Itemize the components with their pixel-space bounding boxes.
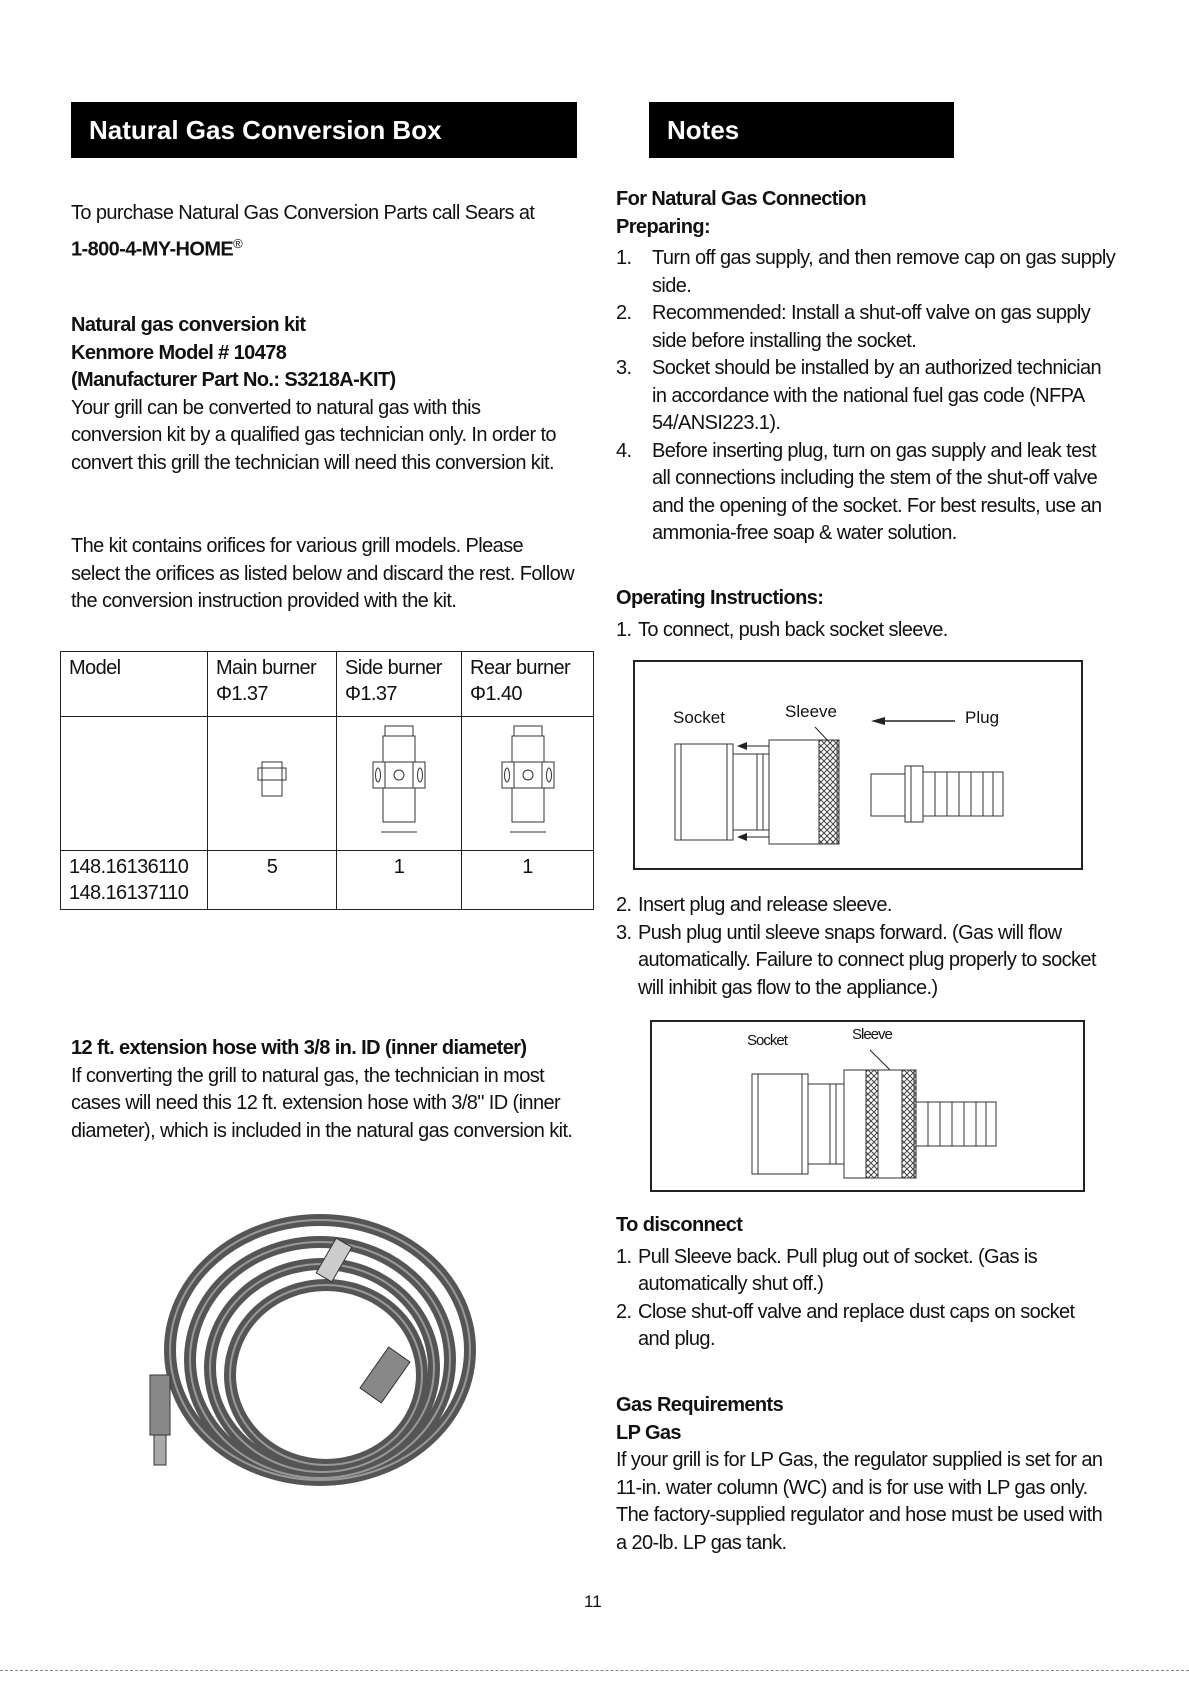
step-text: Recommended: Install a shut-off valve on gas supply side before installing the socket. bbox=[652, 302, 1091, 352]
header-model-label: Model bbox=[69, 657, 121, 679]
main-orifice-icon bbox=[252, 760, 292, 820]
connection-section bbox=[616, 186, 1116, 548]
connection-heading: For Natural Gas Connection bbox=[616, 188, 866, 210]
sleeve-label: Sleeve bbox=[785, 702, 837, 721]
table-header-row bbox=[61, 652, 594, 717]
side-burner-label: Side burner bbox=[345, 657, 442, 679]
step-text: Socket should be installed by an authorized technician in accordance with the national fuel gas code (NFPA 54/ANSI223.1). bbox=[652, 357, 1102, 434]
list-item bbox=[616, 438, 1116, 548]
kit-heading-1: Natural gas conversion kit bbox=[71, 314, 306, 336]
list-item bbox=[616, 1244, 1106, 1299]
kit-heading-3: (Manufacturer Part No.: S3218A-KIT) bbox=[71, 369, 396, 391]
main-qty: 5 bbox=[266, 856, 278, 878]
operating-section bbox=[616, 585, 1096, 644]
side-burner-size: Φ1.37 bbox=[345, 683, 397, 705]
orifice-description: The kit contains orifices for various grill models. Please select the orifices as listed below and discard the rest. Follow the conversion instruction provided with the kit. bbox=[71, 535, 574, 612]
step-text: Before inserting plug, turn on gas supply and leak test all connections including the stem of the shut-off valve and the opening of the socket. For best results, use an ammonia-free soap & water solution. bbox=[652, 439, 1102, 544]
table-row bbox=[61, 851, 594, 910]
rear-qty: 1 bbox=[522, 856, 533, 878]
preparing-steps bbox=[616, 245, 1116, 548]
list-item bbox=[616, 355, 1116, 438]
list-item bbox=[616, 1299, 1106, 1354]
header-main-burner bbox=[208, 652, 337, 717]
lp-gas-description: If your grill is for LP Gas, the regulator supplied is set for an 11-in. water column (WC) and is for use with LP gas only. The factory-supplied regulator and hose must be used with a 20-lb. LP gas tank. bbox=[616, 1449, 1103, 1554]
disconnect-steps bbox=[616, 1244, 1106, 1354]
list-item bbox=[616, 300, 1116, 355]
list-item bbox=[616, 892, 1096, 920]
rear-burner-size: Φ1.40 bbox=[470, 683, 522, 705]
rear-orifice-cell bbox=[462, 717, 594, 851]
page-number: 11 bbox=[584, 1592, 602, 1611]
side-orifice-cell bbox=[337, 717, 462, 851]
list-item bbox=[616, 245, 1116, 300]
orifice-table bbox=[60, 651, 594, 910]
plug-label: Plug bbox=[965, 708, 1000, 727]
side-qty: 1 bbox=[393, 856, 405, 878]
step-number: 1. bbox=[616, 1245, 632, 1268]
socket-label-2: Socket bbox=[747, 1032, 787, 1049]
step-text: Turn off gas supply, and then remove cap on gas supply side. bbox=[652, 247, 1116, 297]
kit-section bbox=[71, 312, 576, 477]
step-number: 1. bbox=[616, 247, 632, 269]
page-bottom-divider bbox=[0, 1670, 1189, 1671]
step-number: 3. bbox=[616, 357, 632, 379]
hose-description: If converting the grill to natural gas, the technician in most cases will need this 12 ft. extension hose with 3/8" ID (inner diameter), which is included in the natural gas conversion kit. bbox=[71, 1064, 573, 1142]
connect-figure bbox=[633, 660, 1083, 870]
step-number: 2. bbox=[616, 1300, 632, 1323]
kit-heading-2: Kenmore Model # 10478 bbox=[71, 341, 287, 364]
step-text: Insert plug and release sleeve. bbox=[638, 894, 892, 916]
side-qty-cell bbox=[337, 851, 462, 910]
connected-figure bbox=[650, 1020, 1085, 1192]
image-cell-empty bbox=[61, 717, 208, 851]
extension-hose-image bbox=[140, 1200, 500, 1530]
disconnect-section bbox=[616, 1212, 1106, 1354]
connected-drawing bbox=[652, 1022, 1083, 1190]
operating-heading: Operating Instructions: bbox=[616, 587, 824, 609]
header-side-burner bbox=[337, 652, 462, 717]
orifice-section bbox=[71, 533, 576, 616]
step-number: 3. bbox=[616, 921, 632, 944]
main-burner-label: Main burner bbox=[216, 657, 317, 679]
registered-mark: ® bbox=[233, 235, 243, 251]
main-orifice-cell bbox=[208, 717, 337, 851]
sleeve-label-2: Sleeve bbox=[852, 1026, 892, 1043]
preparing-heading: Preparing: bbox=[616, 215, 711, 238]
list-item bbox=[616, 920, 1096, 1003]
model-number-1: 148.16136110 bbox=[69, 856, 189, 878]
notes-banner: Notes bbox=[649, 102, 954, 158]
step-number: 4. bbox=[616, 439, 632, 462]
step-number: 1. bbox=[616, 618, 632, 641]
purchase-line: To purchase Natural Gas Conversion Parts call Sears at bbox=[71, 202, 535, 224]
step-text: Pull Sleeve back. Pull plug out of socket. (Gas is automatically shut off.) bbox=[638, 1245, 1038, 1295]
rear-orifice-icon bbox=[488, 720, 568, 840]
step-text: Push plug until sleeve snaps forward. (Gas will flow automatically. Failure to connect plug properly to socket will inhibit gas flow to the appliance.) bbox=[638, 921, 1096, 999]
rear-qty-cell bbox=[462, 851, 594, 910]
phone-number: 1-800-4-MY-HOME bbox=[71, 238, 234, 261]
sears-phone bbox=[71, 230, 591, 264]
connector-drawing bbox=[635, 662, 1081, 868]
list-item bbox=[616, 617, 1096, 645]
gas-requirements-section bbox=[616, 1392, 1116, 1557]
side-orifice-icon bbox=[359, 720, 439, 840]
socket-label: Socket bbox=[673, 708, 725, 727]
step-number: 2. bbox=[616, 302, 632, 324]
kit-description: Your grill can be converted to natural gas with this conversion kit by a qualified gas technician only. In order to convert this grill the technician will need this conversion kit. bbox=[71, 396, 556, 474]
main-qty-cell bbox=[208, 851, 337, 910]
step-number: 2. bbox=[616, 894, 632, 916]
gas-requirements-heading: Gas Requirements bbox=[616, 1394, 784, 1416]
header-model bbox=[61, 652, 208, 717]
disconnect-heading: To disconnect bbox=[616, 1214, 743, 1236]
hose-section bbox=[71, 1035, 581, 1145]
table-image-row bbox=[61, 717, 594, 851]
operating-steps-a bbox=[616, 617, 1096, 645]
model-number-2: 148.16137110 bbox=[69, 882, 189, 904]
operating-steps-b bbox=[616, 892, 1096, 1002]
header-rear-burner bbox=[462, 652, 594, 717]
conversion-box-banner: Natural Gas Conversion Box bbox=[71, 102, 577, 158]
rear-burner-label: Rear burner bbox=[470, 657, 571, 679]
operating-section-b bbox=[616, 892, 1096, 1002]
step-text: Close shut-off valve and replace dust caps on socket and plug. bbox=[638, 1300, 1075, 1350]
step-text: To connect, push back socket sleeve. bbox=[638, 618, 948, 641]
hose-heading: 12 ft. extension hose with 3/8 in. ID (inner diameter) bbox=[71, 1037, 527, 1059]
purchase-text bbox=[71, 200, 591, 264]
lp-gas-heading: LP Gas bbox=[616, 1421, 681, 1444]
main-burner-size: Φ1.37 bbox=[216, 683, 268, 705]
model-cell bbox=[61, 851, 208, 910]
